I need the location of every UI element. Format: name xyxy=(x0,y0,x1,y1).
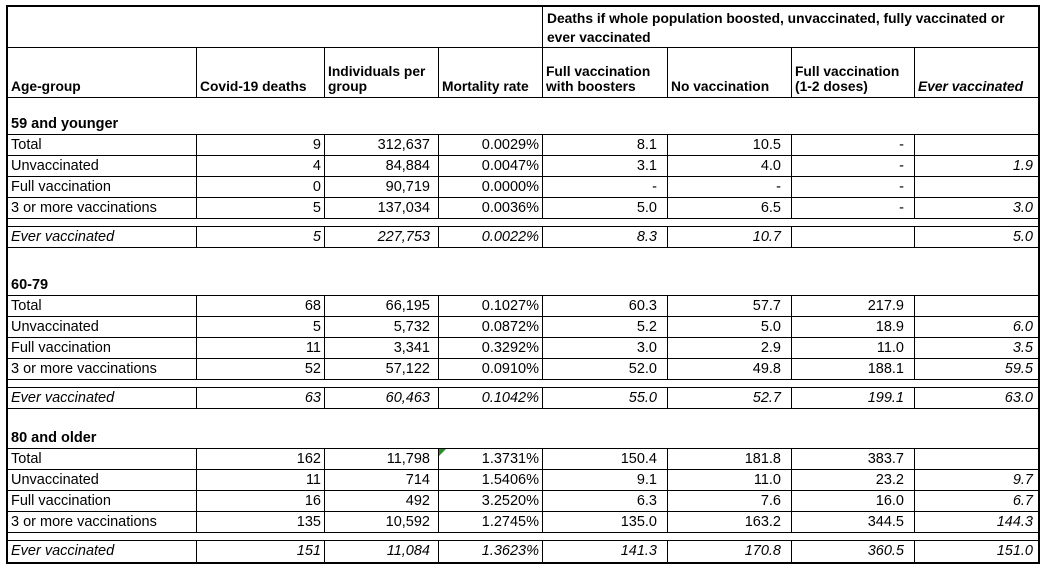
cell-full-vacc-1-2[interactable]: 11.0 xyxy=(792,338,915,359)
section-label-row xyxy=(8,428,1038,449)
cell-individuals[interactable]: 10,592 xyxy=(325,512,439,533)
cell-individuals[interactable]: 60,463 xyxy=(325,388,439,409)
cell-no-vaccination[interactable]: 163.2 xyxy=(668,512,792,533)
cell-no-vaccination[interactable]: 2.9 xyxy=(668,338,792,359)
table-row xyxy=(8,177,1038,198)
cell-boosted[interactable]: 150.4 xyxy=(543,449,668,470)
cell-no-vaccination[interactable]: - xyxy=(668,177,792,198)
cell-boosted[interactable]: 9.1 xyxy=(543,470,668,491)
cell-individuals[interactable]: 11,084 xyxy=(325,541,439,562)
table-row xyxy=(8,296,1038,317)
cell-boosted[interactable]: 141.3 xyxy=(543,541,668,562)
cell-covid-deaths[interactable]: 151 xyxy=(197,541,325,562)
section-label[interactable]: 59 and younger xyxy=(8,114,1038,135)
cell-boosted[interactable]: 60.3 xyxy=(543,296,668,317)
cell-ever-vaccinated[interactable]: 6.0 xyxy=(915,317,1038,338)
cell-mortality-rate[interactable]: 0.0910% xyxy=(439,359,543,380)
cell-full-vacc-1-2[interactable]: 16.0 xyxy=(792,491,915,512)
section-label[interactable]: 80 and older xyxy=(8,428,1038,449)
cell-row-label[interactable]: Total xyxy=(8,135,197,156)
section-label[interactable]: 60-79 xyxy=(8,275,1038,296)
cell-covid-deaths[interactable]: 52 xyxy=(197,359,325,380)
cell-mortality-rate[interactable]: 0.0029% xyxy=(439,135,543,156)
spacer-row xyxy=(8,219,1038,227)
col-header-age-group[interactable]: Age-group xyxy=(8,48,197,98)
cell-mortality-rate[interactable]: 1.2745% xyxy=(439,512,543,533)
cell-covid-deaths[interactable]: 162 xyxy=(197,449,325,470)
cell-individuals[interactable]: 66,195 xyxy=(325,296,439,317)
cell-ever-vaccinated[interactable]: 6.7 xyxy=(915,491,1038,512)
cell-ever-vaccinated[interactable]: 144.3 xyxy=(915,512,1038,533)
cell-full-vacc-1-2[interactable]: 23.2 xyxy=(792,470,915,491)
table-row xyxy=(8,359,1038,380)
cell-covid-deaths[interactable]: 63 xyxy=(197,388,325,409)
cell-full-vacc-1-2[interactable]: 188.1 xyxy=(792,359,915,380)
cell-boosted[interactable]: 5.2 xyxy=(543,317,668,338)
cell-row-label[interactable]: Ever vaccinated xyxy=(8,227,197,248)
cell-individuals[interactable]: 57,122 xyxy=(325,359,439,380)
cell-boosted[interactable]: - xyxy=(543,177,668,198)
data-table xyxy=(6,5,1040,564)
spacer-row xyxy=(8,409,1038,428)
cell-no-vaccination[interactable]: 7.6 xyxy=(668,491,792,512)
cell-individuals[interactable]: 11,798 xyxy=(325,449,439,470)
cell-no-vaccination[interactable]: 6.5 xyxy=(668,198,792,219)
cell-no-vaccination[interactable]: 170.8 xyxy=(668,541,792,562)
cell-ever-vaccinated[interactable]: 5.0 xyxy=(915,227,1038,248)
cell-covid-deaths[interactable]: 68 xyxy=(197,296,325,317)
cell-ever-vaccinated[interactable]: 3.5 xyxy=(915,338,1038,359)
cell-individuals[interactable]: 227,753 xyxy=(325,227,439,248)
cell-row-label[interactable]: Ever vaccinated xyxy=(8,541,197,562)
summary-row xyxy=(8,541,1038,562)
col-header-ever-vaccinated[interactable]: Ever vaccinated xyxy=(915,48,1038,98)
cell-row-label[interactable]: Unvaccinated xyxy=(8,470,197,491)
cell-no-vaccination[interactable]: 52.7 xyxy=(668,388,792,409)
cell-row-label[interactable]: Total xyxy=(8,449,197,470)
spacer-row xyxy=(8,380,1038,388)
cell-no-vaccination[interactable]: 4.0 xyxy=(668,156,792,177)
cell-boosted[interactable]: 52.0 xyxy=(543,359,668,380)
cell-full-vacc-1-2[interactable]: 199.1 xyxy=(792,388,915,409)
cell-no-vaccination[interactable]: 181.8 xyxy=(668,449,792,470)
cell-individuals[interactable]: 492 xyxy=(325,491,439,512)
cell-row-label[interactable]: Unvaccinated xyxy=(8,156,197,177)
cell-full-vacc-1-2[interactable] xyxy=(792,227,915,248)
cell-ever-vaccinated[interactable]: 151.0 xyxy=(996,543,1033,559)
cell-full-vacc-1-2[interactable]: - xyxy=(792,135,915,156)
summary-row xyxy=(8,388,1038,409)
cell-ever-vaccinated[interactable] xyxy=(915,177,1038,198)
col-header-covid-deaths[interactable]: Covid-19 deaths xyxy=(197,48,325,98)
cell-boosted[interactable]: 6.3 xyxy=(543,491,668,512)
cell-row-label[interactable]: Full vaccination xyxy=(8,338,197,359)
col-header-full-vacc-1-2[interactable]: Full vaccination (1-2 doses) xyxy=(792,48,915,98)
cell-covid-deaths[interactable]: 11 xyxy=(197,338,325,359)
header-blank-corner xyxy=(8,7,543,48)
cell-boosted[interactable]: 135.0 xyxy=(543,512,668,533)
cell-full-vacc-1-2[interactable]: 217.9 xyxy=(792,296,915,317)
cell-full-vacc-1-2[interactable]: - xyxy=(792,198,915,219)
cell-mortality-rate[interactable]: 0.0000% xyxy=(439,177,543,198)
cell-ever-vaccinated[interactable] xyxy=(915,296,1038,317)
cell-ever-vaccinated[interactable]: 63.0 xyxy=(915,388,1038,409)
cell-covid-deaths[interactable]: 5 xyxy=(197,198,325,219)
cell-individuals[interactable]: 714 xyxy=(325,470,439,491)
cell-mortality-rate[interactable]: 1.3623% xyxy=(439,541,543,562)
table-row xyxy=(8,449,1038,470)
cell-no-vaccination[interactable]: 57.7 xyxy=(668,296,792,317)
cell-mortality-rate[interactable]: 0.1027% xyxy=(439,296,543,317)
table-row xyxy=(8,317,1038,338)
cell-covid-deaths[interactable]: 11 xyxy=(197,470,325,491)
cell-ever-vaccinated[interactable] xyxy=(915,449,1038,470)
cell-row-label[interactable]: Unvaccinated xyxy=(8,317,197,338)
col-header-full-vacc-boosters[interactable]: Full vaccination with boosters xyxy=(543,48,668,98)
cell-ever-vaccinated[interactable]: 59.5 xyxy=(915,359,1038,380)
cell-no-vaccination[interactable]: 10.7 xyxy=(668,227,792,248)
cell-mortality-rate[interactable]: 1.3731% xyxy=(439,449,543,470)
cell-no-vaccination[interactable]: 11.0 xyxy=(668,470,792,491)
table-row xyxy=(8,470,1038,491)
table-row xyxy=(8,491,1038,512)
spacer-row xyxy=(8,98,1038,114)
cell-full-vacc-1-2[interactable]: 383.7 xyxy=(792,449,915,470)
cell-covid-deaths[interactable]: 5 xyxy=(197,227,325,248)
cell-ever-vaccinated[interactable] xyxy=(915,135,1038,156)
cell-boosted[interactable]: 8.3 xyxy=(543,227,668,248)
cell-full-vacc-1-2[interactable]: 360.5 xyxy=(792,541,915,562)
cell-covid-deaths[interactable]: 9 xyxy=(197,135,325,156)
column-header-row xyxy=(8,48,1038,98)
cell-covid-deaths[interactable]: 135 xyxy=(197,512,325,533)
cell-full-vacc-1-2[interactable]: 344.5 xyxy=(792,512,915,533)
cell-row-label[interactable]: 3 or more vaccinations xyxy=(8,198,197,219)
cell-ever-vaccinated[interactable]: 3.0 xyxy=(915,198,1038,219)
cell-row-label[interactable]: Full vaccination xyxy=(8,491,197,512)
cell-row-label[interactable]: Total xyxy=(8,296,197,317)
cell-individuals[interactable]: 137,034 xyxy=(325,198,439,219)
cell-boosted[interactable]: 3.0 xyxy=(543,338,668,359)
col-header-no-vaccination[interactable]: No vaccination xyxy=(668,48,792,98)
cell-ever-vaccinated[interactable]: 9.7 xyxy=(915,470,1038,491)
cell-row-label[interactable]: 3 or more vaccinations xyxy=(8,512,197,533)
cell-boosted[interactable]: 5.0 xyxy=(543,198,668,219)
cell-individuals[interactable]: 312,637 xyxy=(325,135,439,156)
col-header-mortality-rate[interactable]: Mortality rate xyxy=(439,48,543,98)
cell-mortality-rate[interactable]: 0.0036% xyxy=(439,198,543,219)
cell-row-label[interactable]: 3 or more vaccinations xyxy=(8,359,197,380)
table-row xyxy=(8,7,1038,48)
cell-no-vaccination[interactable]: 10.5 xyxy=(668,135,792,156)
cell-individuals[interactable]: 90,719 xyxy=(325,177,439,198)
cell-full-vacc-1-2[interactable]: 18.9 xyxy=(792,317,915,338)
cell-ever-vaccinated[interactable]: 1.9 xyxy=(915,156,1038,177)
cell-covid-deaths[interactable]: 16 xyxy=(197,491,325,512)
section-label-row xyxy=(8,114,1038,135)
cell-mortality-rate[interactable]: 0.0872% xyxy=(439,317,543,338)
table-row xyxy=(8,198,1038,219)
cell-mortality-rate[interactable]: 1.5406% xyxy=(439,470,543,491)
col-header-individuals[interactable]: Individuals per group xyxy=(325,48,439,98)
cell-covid-deaths[interactable]: 4 xyxy=(197,156,325,177)
cell-boosted[interactable]: 55.0 xyxy=(543,388,668,409)
table-row xyxy=(8,156,1038,177)
table-row xyxy=(8,512,1038,533)
span-header[interactable]: Deaths if whole population boosted, unvaccinated, fully vaccinated or ever vaccinated xyxy=(543,7,1038,48)
spacer-row xyxy=(8,248,1038,275)
cell-individuals[interactable]: 3,341 xyxy=(325,338,439,359)
cell-no-vaccination[interactable]: 5.0 xyxy=(668,317,792,338)
cell-full-vacc-1-2[interactable]: - xyxy=(792,177,915,198)
section-label-row xyxy=(8,275,1038,296)
cell-covid-deaths[interactable]: 0 xyxy=(197,177,325,198)
cell-covid-deaths[interactable]: 5 xyxy=(197,317,325,338)
cell-mortality-rate[interactable]: 3.2520% xyxy=(439,491,543,512)
table-row xyxy=(8,338,1038,359)
cell-mortality-rate[interactable]: 0.1042% xyxy=(439,388,543,409)
cell-row-label[interactable]: Ever vaccinated xyxy=(8,388,197,409)
cell-row-label[interactable]: Full vaccination xyxy=(8,177,197,198)
summary-row xyxy=(8,227,1038,248)
cell-individuals[interactable]: 84,884 xyxy=(325,156,439,177)
cell-full-vacc-1-2[interactable]: - xyxy=(792,156,915,177)
cell-mortality-rate[interactable]: 0.3292% xyxy=(439,338,543,359)
cell-individuals[interactable]: 5,732 xyxy=(325,317,439,338)
spacer-row xyxy=(8,533,1038,541)
cell-mortality-rate[interactable]: 0.0022% xyxy=(439,227,543,248)
cell-mortality-rate[interactable]: 0.0047% xyxy=(439,156,543,177)
cell-boosted[interactable]: 3.1 xyxy=(543,156,668,177)
cell-no-vaccination[interactable]: 49.8 xyxy=(668,359,792,380)
cell-boosted[interactable]: 8.1 xyxy=(543,135,668,156)
table-row xyxy=(8,135,1038,156)
